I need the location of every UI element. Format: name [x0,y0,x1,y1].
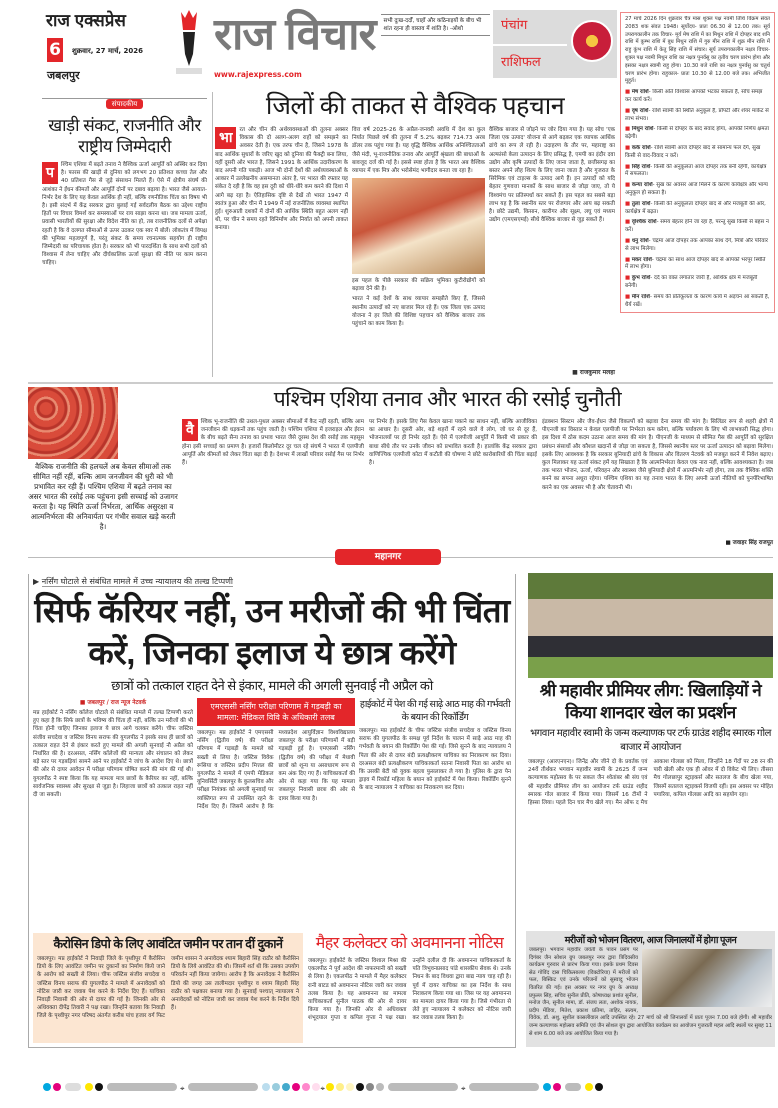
rashi-name: धनु राशि [631,237,649,244]
mahavir-headline: श्री महावीर प्रीमियर लीग: खिलाड़ियों ने किया शानदार खेल का प्रदर्शन [539,681,762,722]
editorial-dropcap: प [42,162,58,184]
rashi-item [625,145,770,161]
lead-photo-caption: इस पहल के पीछे सरकार की सक्रिय भूमिका कुटीरोद्योगों को बढ़ावा देने की है। [352,278,485,293]
bhojan-headline: मरीजों को भोजन वितरण, आज जिनालयों में होगा पूजन [564,935,737,946]
lead-col-1 [215,126,348,376]
section-title: राज विचार [214,10,376,59]
second-pullquote: वैश्विक राजनीति की हलचलें अब केवल सीमाओं तक सीमित नहीं रहीं, बल्कि आम जनजीवन की धुरी को भी प्रभावित कर रही हैं। पश्चिम एशिया में बढ़ते तनाव का असर भारत की रसोई तक पहुंचना इसी सच्चाई को उजागर करता है। यह स्थिति ऊर्जा निर्भरता, आर्थिक असुरक्षा व आत्मनिर्भरता की अनिवार्यता पर गंभीर सवाल खड़े करती है। [28,462,178,531]
rashi-text: - किसी से दोपहर के बाद संवाद होगा, आपकी निर्णय क्षमता बढ़ेगी। [625,126,769,141]
second-top-rule [28,382,773,384]
kerosene-body: जबलपुर। मप्र हाईकोर्ट ने निवाड़ी जिले के पृथ्वीपुर में कैरोसिन डिपो के लिए आवंटित जमीन पर दुकानों का निर्माण किये जाने के आरोप को सख्ती से लिया। चीफ जस्टिस संजीव सचदेवा व जस्टिस विनय सराफ की युगलपीठ ने मामले में अनावेदकों को नोटिस जारी कर जवाब पेश करने के निर्देश दिए हैं। याचिका निवाड़ी निवासी की ओर से दायर की गई है। जिनकी ओर से अधिवक्ता दीपेंद्र तिवारी ने पक्ष रखा। जिन्होंने बताया कि निवाड़ी जिले के पृथ्वीपुर नगर परिषद अंतर्गत करीब पांच हजार वर्ग फिट जमीन शासन ने अनावेदक श्याम बिहारी सिंह राठौर को कैरोसिन डिपो के लिये आवंटित की थी। जिसमें शर्त थी कि उसका उपयोग परिवर्तन नहीं किया जायेगा। आरोप है कि अनावेदक ने कैरोसिन डिपो की जगह उस तालीमदार पृथ्वीपुर व श्याम बिहारी सिंह राठौर को पक्षकार बनाया गया है। सुनवाई पश्चात् न्यायालय ने अनावेदकों को नोटिस जारी कर जवाब पेश करने के निर्देश दिये हैं। [37,956,299,1020]
rashi-text: - चंद्रमा आज दोपहर तक आपका साथ देंगे, मित्रों और परिवार से लाभ मिलेगा। [625,237,768,252]
nursing-columns [33,698,511,928]
bullet-icon: ■ [625,107,632,114]
second-story [122,386,773,546]
nursing-col-2-wrap [197,698,355,928]
bullet-icon: ■ [625,237,632,244]
rashi-text: - सुख का अवसर आज मिलने के कारण कार्यक्षेत्र और भाग्य अनुकूल हो सकता है। [625,182,768,196]
issue-date: शुक्रवार, 27 मार्च, 2026 [72,47,144,55]
bhojan-body: जबलपुर। भगवान महावीर जयंती के पावन प्रसंग पर दिगंबर जैन सोशल ग्रुप जबलपुर नगर द्वारा त्रिदिवसीय कार्यक्रम गुरुवार से प्रारंभ किया गया। इसके प्रथम दिवस सेठ गोविंद दास चिकित्सालय (विक्टोरिया) में मरीजों को फल, बिस्किट एवं उनके परिजनों को सुस्वादु भोजन वितरित की गई। इस अवसर पर नगर ग्रुप के अध्यक्ष प्रफुल्ल सिंह, सचिव सुनील प्रीति, कोषाध्यक्ष प्रशांत सुनील, मनोज जैन, सुनील मामा, डॉ. संजय लता, अशोक नायक, प्रदीप मेंडिया, मितेश, प्रकाश प्रतिमा, ताहिर, सत्यम, विवेक, डॉ. अशु, सुशील कासलीवाल आदि उपस्थित रहे। 27 मार्च को श्री जिनालयों में प्रातः पूजन 7.00 बजे होगी। श्री महावीर जन्म कल्याणक महोत्सव समिति एवं जैन सोशल ग्रुप द्वारा आयोजित कार्यक्रम का आयोजन गुजराती महल आदि स्थलों पर सुबह 11 से शाम 6.00 बजे तक आयोजित किया गया है। [529,947,772,1037]
mahavir-story [526,573,775,1047]
lead-photo [352,178,485,274]
section-label: महानगर [335,549,441,565]
second-col-3-wrap [542,418,773,546]
lead-col-2: वित्त वर्ष 2025-26 के अप्रैल-जनवरी अवधि में देश का कुल निर्यात पिछले वर्ष की तुलना में 5.2% बढ़कर 714.73 अरब डॉलर तक पहुंच गया है। यह वृद्धि वैश्विक आर्थिक अनिश्चितताओं जैसे मंदी, भू-राजनीतिक तनाव और आपूर्ति श्रृंखला की बाधाओं के बावजूद दर्ज की गई है। इससे स्पष्ट होता है कि भारत अब वैश्विक व्यापार में एक मित्र और भरोसेमंद भागीदार बनता जा रहा है। [352,127,485,175]
rashi-item [625,201,770,217]
rashi-item [625,219,770,235]
editorial-headline: खाड़ी संकट, राजनीति और राष्ट्रीय जिम्मेदारी [48,116,201,156]
page-number: 6 [47,38,63,62]
rashi-text: - समय बेहतर होने जा रहा है, परन्तु सुख किसी से बहस न करें। [625,219,769,234]
rashi-text: - किसी की अनुकूलता आज दोपहर तक बनी रहेगी, कार्यक्षेत्र में सफलता। [625,163,767,178]
bullet-icon: ■ [625,144,632,151]
rashi-name: मीन राशि [631,293,650,300]
rashi-text: - राशि स्वामी आज दोपहर बाद से सामान्य फल देंगे, सुख किसी से वाद-विवाद न करें। [625,144,761,159]
rashi-name: तुला राशि [631,200,651,207]
kerosene-box [33,933,303,1043]
rashi-name: मिथुन राशि [631,126,654,133]
rashi-item [625,275,770,291]
nursing-col-1: मप्र हाईकोर्ट ने नर्सिंग कॉलेज घोटाले से संबंधित मामले में तल्ख टिप्पणी करते हुए कहा है कि सिर्फ छात्रों के भविष्य की चिंता ही नहीं, बल्कि उन मरीजों की भी चिंता होनी चाहिए जिनका इलाज ये छात्र आगे चलकर करेंगे। चीफ जस्टिस संजीव सचदेवा व जस्टिस विनय सराफ की युगलपीठ ने इसके साथ ही छात्रों को तत्काल राहत देने से इंकार करते हुए मामले की अगली सुनवाई नौ अप्रैल को निर्धारित की है। दरअसल, नर्सिंग कॉलेजों की मान्यता और संचालन को लेकर बड़े स्तर पर गड़बड़ियां सामने आने पर हाईकोर्ट ने जांच के आदेश दिए थे। छात्रों की ओर से दायर आवेदन में परीक्षा परिणाम घोषित करने की मांग की गई थी। युगलपीठ ने स्पष्ट किया कि यह मामला मात्र छात्रों के कैरियर का नहीं, बल्कि सार्वजनिक स्वास्थ्य और सुरक्षा से जुड़ा है। लिहाजा छात्रों को तत्काल राहत नहीं दी जा सकती। [33,710,193,799]
nursing-kicker-text: नर्सिंग घोटाले से संबंधित मामले में उच्च न्यायालय की तल्ख टिप्पणी [41,577,233,586]
rashi-text: - दर्द का वक्त लगातार जारी है, आर्थिक क्षेत्र में मजबूती बनेगी। [625,275,758,289]
bhojan-box [526,931,775,1047]
panchang-divider [493,44,567,46]
mahavir-subhead: भगवान महावीर स्वामी के जन्म कल्याणक पर टर्फ ग्राउंड शहीद स्मारक गोल बाजार में आयोजन [530,728,771,753]
editorial [42,91,207,379]
lead-col-1-text: रत और चीन की अर्थव्यवस्थाओं की तुलना अक्सर विकास की दो अलग-अलग राहों को समझने का अवसर देती है। एक तरफ चीन है, जिसने 1978 के बाद आर्थिक सुधारों के जरिए खुद को दुनिया की फैक्ट्री बना लिया, वहीं दूसरी ओर भारत है, जिसने 1991 के आर्थिक उदारीकरण के बाद अपनी गति पकड़ी। आज भी दोनों देशों की अर्थव्यवस्थाओं के आकार में उल्लेखनीय असमानता अंतर है, पर भारत की रफ्तार यह संकेत दे रही है कि वह इस दूरी को धीरे-धीरे कम करने की दिशा में आगे बढ़ रहा है। ऐतिहासिक दृष्टि से देखें तो भारत 1947 में स्वतंत्र हुआ और चीन में 1949 में नई राजनीतिक व्यवस्था स्थापित हुई। शुरुआती दशकों में दोनों की आर्थिक स्थिति बहुत अलग नहीं थी, पर चीन ने समय रहते विनिर्माण और निर्यात को अपनी ताकत बनाया। [215,127,348,232]
rashi-name: वृष राशि [631,107,649,114]
rashi-item [625,257,770,273]
lead-col-3-wrap [489,126,615,376]
bullet-icon: ■ [625,163,632,170]
cricket-team-photo [528,573,773,678]
rashi-item [625,238,770,254]
brand-name: राज एक्सप्रेस [46,11,126,30]
editorial-label: संपादकीय [106,99,144,109]
rashi-name: मकर राशि [631,256,652,263]
editorial-text: श्चिम एशिया में बढ़ते तनाव ने वैश्विक ऊर्जा आपूर्ति को अस्थिर कर दिया है। फारस की खाड़ी से दुनिया को लगभग 20 प्रतिशत कच्चा तेल और 40 प्रतिशत गैस से जुड़े संसाधन मिलते हैं। ऐसे में क्षेत्रीय संघर्ष की आशंका ने ईंधन कीमतों और आपूर्ति दोनों पर दबाव बढ़ाया है। भारत जैसे आयात-निर्भर देश के लिए यह केवल आर्थिक ही नहीं, बल्कि रणनीतिक चिंता का विषय भी है। इसी संदर्भ में केंद्र सरकार द्वारा बुलाई गई सर्वदलीय बैठक का उद्देश्य राष्ट्रीय हितों पर विचार विमर्श कर समस्याओं पर राय साझा करना था। जब मामला ऊर्जा, प्रवासी भारतीयों की सुरक्षा और विदेश नीति का हो, तब राजनीतिक दलों से अपेक्षा रहती है कि वे दलगत सीमाओं से ऊपर उठकर एक स्वर में बोलें। लोकतंत्र में विपक्ष की भूमिका महत्वपूर्ण है, परंतु संकट के समय रचनात्मक सहयोग ही राष्ट्रीय जिम्मेदारी का परिचायक होता है। सरकार को भी पारदर्शिता के साथ सभी दलों को विश्वास में लेना चाहिए और दीर्घकालिक ऊर्जा सुरक्षा की नीति पर काम करना चाहिए। [42,162,207,267]
nursing-box [28,574,516,1048]
rashi-item [625,126,770,142]
second-byline: ■ जवाहर सिंह राजपूत [725,540,773,546]
rashi-text: - समय की प्रतिकूलता के कारण कार्य में अड़चन आ सकती है, धैर्य रखें। [625,293,770,308]
panchang-text: 27 मार्च 2026 दिन शुक्रवार चैत्र मास शुक्ल पक्ष नवमी तिथि विक्रम संवत 2083 शक संवत 1948। सूर्योदय- प्रातः 06.30 से 12.00 तक। सूर्य उपरागकालीन तक विचार- मूर्य मेष राशि में का मिथुन राशि में दोपहर बाद शनि राशि में कुम्भ राशि में बुध मिथुन राशि में गुरु मीन राशि में शुक्र मीन राशि में राहु कुंभ राशि में केतु सिंह राशि में संचार। सूर्य उपरागकालीन नक्षत्र विचार- शुक्ल पक्ष नवमी मिथुन राशि का नक्षत्र पुनर्वसु का तृतीय चरण प्रारंभ होगा और इसका नक्षत्र स्वामी राहु होगा। 10.30 बजे राशि का नक्षत्र पुनर्वसु का चतुर्थ चरण प्रारंभ होगा। राहुकाल- प्रातः 10.30 से 12.00 बजे तक। अभिजीत मुहूर्त। [625,16,770,85]
rashi-item [625,182,770,198]
rashi-text: - राशि स्वामी की स्थिति अनुकूल है, प्रॉपर्टी और शेयर मार्केट से लाभ संभव। [625,107,769,122]
bullet-icon: ■ [625,256,632,263]
second-col-1 [182,418,364,546]
lead-columns [215,126,615,376]
second-col-1-text: श्विक भू-राजनीति की उथल-पुथल अक्सर सीमाओं में कैद नहीं रहती, बल्कि आम जनजीवन की धड़कनों तक पहुंच जाती है। पश्चिम एशिया में इजराइल और ईरान के बीच बढ़ते सैन्य तनाव का प्रभाव भारत जैसे दूरस्थ देश की रसोई तक महसूस होना इसी सच्चाई का प्रमाण है। हजारों किलोमीटर दूर चल रहे संघर्ष ने भारत में एलपीजी आपूर्ति और कीमतों को लेकर चिंता बढ़ा दी है। देशभर में लाखों परिवार रसोई गैस पर निर्भर हैं। [182,419,364,467]
title-block [214,8,375,88]
rashi-item [625,164,770,180]
rashi-name: वृश्चिक राशि [631,219,657,226]
second-col-2: पर निर्भर हैं। इसके लिए गैस केवल खाना पकाने का साधन नहीं, बल्कि आजीविका का आधार है। दूसरी ओर, बड़े शहरों में रहने वाले वे लोग, जो घर से दूर हैं, भोजनालयों पर ही निर्भर रहते हैं। ऐसे में एलपीजी आपूर्ति में किसी भी प्रकार की बाधा सीधे तौर पर उनके जीवन को प्रभावित करती है। हालांकि केंद्र सरकार द्वारा वाणिज्यिक एलपीजी कोटा में कटौती की घोषणा ने छोटे कारोबारियों की चिंता बढ़ाई है। [369,419,537,467]
rashi-name: कुंभ राशि [631,275,651,282]
panchang-column [620,12,775,313]
lead-byline: ■ राजकुमार मलहा [572,369,615,376]
zodiac-wheel-icon [571,20,613,62]
rashi-text: - किसी की अनुकूलता दोपहर बाद से और मजबूती की ओर, कार्यक्षेत्र में बढ़त। [625,200,766,215]
nursing-col-1-wrap [33,698,193,928]
bhojan-body-wrap [529,947,772,1044]
bullet-icon: ■ [625,200,632,207]
rashi-text: - चंद्रमा का साथ आज दोपहर बाद से आपको भरपूर स्थिति में लाभ होगा। [625,256,766,271]
lead-dropcap: भा [215,127,236,149]
bullet-icon: ■ [625,182,632,189]
rashi-name: कन्या राशि [631,182,653,189]
rashi-list [625,89,770,309]
editorial-body [42,161,207,379]
lead-col-2b: भारत ने कई देशों के साथ व्यापार समझौते किए हैं, जिससे स्थानीय उत्पादों को नए बाजार मिल रहे हैं। एक जिला एक उत्पाद योजना ने हर जिले की विशिष्ट पहचान को वैश्विक बाजार तक पहुंचाने का काम किया है। [352,296,485,328]
lead-col-2-wrap [352,126,485,376]
mehar-story [308,933,511,1043]
second-col-3: इंडक्शन सिस्टम और जैव-ईंधन जैसे विकल्पों को बढ़ावा देना समय की मांग है। सिलिंडर रूप से शहरी क्षेत्रों में पीएनजी का विस्तार न केवल एलपीजी पर निर्भरता कम करेगा, बल्कि पर्यावरण के लिए भी लाभकारी सिद्ध होगा। इस दिशा में ठोस कदम उठाना आज समय की मांग है। पीएनजी के माध्यम से सीमित गैस की आपूर्ति को सुरक्षित प्रबंधन संसाधों और कौशल खदानों से जोड़ा जा सकता है, जिससे स्थानीय स्तर पर ऊर्जा उत्पादन को बढ़ावा मिलेगा। इसके लिए आवश्यक है कि सरकार बुनियादी ढांचे के विकास और वितरण नेटवर्क को मजबूत करने में निवेश बढ़ाए। कुल मिलाकर यह ऊर्जा संकट हमें यह सिखाता है कि आत्मनिर्भरता केवल एक नारा नहीं, बल्कि आवश्यकता है। जब तक भारत भोजन, ऊर्जा, परिवहन और स्वास्थ्य जैसे बुनियादी क्षेत्रों में आत्मनिर्भर नहीं होगा, तब तक वैश्विक शक्ति बनने का सपना अधूरा रहेगा। पश्चिम एशिया का यह तनाव भारत के लिए अपनी ऊर्जा नीतियों को पुनर्परिभाषित करने का एक अवसर भी है और चेतावनी भी। [542,419,773,491]
pen-logo-icon [170,8,208,74]
nursing-headline: सिर्फ कॅरियर नहीं, उन मरीजों की भी चिंता करें, जिनका इलाज ये छात्र करेंगे [34,592,510,671]
nursing-kicker [33,576,511,587]
edition-city: जबलपुर [47,70,80,82]
bullet-icon: ■ [625,293,632,300]
nursing-box-title: एमएससी नर्सिंग परीक्षा परिणाम में गड़बड़ी का मामला: मेडिकल विवि के अधिकारी तलब [197,698,355,726]
bullet-icon: ■ [625,126,632,133]
lead-headline: जिलों की ताकत से वैश्विक पहचान [265,92,565,120]
lead-story [215,90,615,376]
column-divider [212,92,213,377]
rashifal-label: राशिफल [501,55,541,70]
story3-headline: हाईकोर्ट में पेश की गई साढ़े आठ माह की गर्भवती के बयान की रिकॉर्डिंग [359,699,511,723]
nursing-byline: ■ जबलपुर / राज न्यूज नेटवर्क [79,700,147,706]
story3-body: जबलपुर। मप्र हाईकोर्ट के चीफ जस्टिस संजीव सचदेवा व जस्टिस विनय सराफ की युगलपीठ के समक्ष पूर्व निर्देश के पालन में साढ़े आठ माह की गर्भवती के बयान की रिकॉर्डिंग पेश की गई। जिसे सुनने के बाद न्यायालय ने पिता की ओर से दायर बंदी प्रत्यक्षीकरण याचिका का निराकरण कर दिया। दरअसल बंदी प्रत्यक्षीकरण याचिकाकर्ता सतना निवासी पिता का आरोप था कि उसकी बेटी को युवक बहला फुसलाकर ले गया है। पुलिस के द्वारा पेन ड्राइव में रिकॉर्ड महिला के बयान को हाईकोर्ट में पेश किया। रिकॉर्डिंग सुनने के बाद न्यायालय ने याचिका का निराकरण कर दिया। [359,728,511,792]
second-dropcap: वै [182,419,198,441]
story3 [359,698,511,928]
gas-cylinders-photo [28,387,118,459]
print-registration-strip: ⌖ ⌖ ⌖ [42,1076,742,1088]
mehar-headline: मैहर कलेक्टर को अवमानना नोटिस [315,935,504,952]
nursing-subhead: छात्रों को तत्काल राहत देने से इंकार, मामले की अगली सुनवाई नौ अप्रैल को [111,678,433,693]
masthead [46,8,490,88]
bullet-icon: ■ [625,89,632,96]
rashi-name: कर्क राशि [631,144,651,151]
rashi-item [625,108,770,124]
play-arrow-icon: ▶ [33,577,42,586]
editorial-label-wrap [42,91,207,110]
rashi-name: सिंह राशि [631,163,651,170]
rashi-name: मेष राशि [631,89,649,96]
lead-col-3: वैश्विक बाजार से जोड़ने पर जोर दिया गया है। यह सोच 'एक जिला एक उत्पाद' योजना से आगे बढ़कर एक व्यापक आर्थिक ढांचे का रूप ले रही है। उदाहरण के तौर पर, महाराष्ट्र का अल्फांसो केला उत्पादन के लिए प्रसिद्ध है, एमपी का इंदौर दवा उद्योग और कृषि उत्पादों के लिए जाना जाता है, छत्तीसगढ़ का बस्तर अपने लौह शिल्प के लिए जाना जाता है और गुजरात के सिरेमिक एवं टाइल्स के उत्पाद आगे हैं। इन उत्पादों को यदि बेहतर गुणवत्ता मानकों के साथ बाजार से जोड़ा जाए, तो ये विश्वमंच पर प्रतिस्पर्धा कर सकते हैं। इस पहल का सबसे बड़ा लाभ यह है कि स्थानीय स्तर पर रोजगार और आय बढ़ सकती है। छोटे उद्यमी, किसान, कारीगर और सूक्ष्म, लघु एवं मध्यम उद्योग (एमएसएमई) सीधे वैश्विक बाजार से जुड़ सकते हैं। [489,127,615,224]
nursing-col-2: जबलपुर। मप्र हाईकोर्ट ने एमएससी नर्सिंग (द्वितीय वर्ष) की परीक्षा परिणाम में गड़बड़ी के मामले को सख्ती से लिया है। जस्टिस विवेक रूसिया व जस्टिस प्रदीप मित्तल की युगलपीठ ने मामले में एमपी मेडिकल यूनिवर्सिटी जबलपुर के कुलसचिव और परीक्षा नियंत्रक को अगली सुनवाई पर व्यक्तिगत रूप से उपस्थित रहने के निर्देश दिए हैं। जिसमें आरोप है कि मध्यप्रदेश आयुर्विज्ञान विश्वविद्यालय जबलपुर के परीक्षा परिणामों में बड़ी गड़बड़ी हुई है। एमएससी नर्सिंग (द्वितीय वर्ष) की परीक्षा में मेधावी छात्रों को शून्य या असाधारण रूप से कम अंक दिए गए हैं। याचिकाकर्ता की ओर से कहा गया कि यह मामला जबलपुर निवासी छात्रा की ओर से दायर किया गया है। [197,730,355,810]
kerosene-headline: कैरोसिन डिपो के लिए आवंटित जमीन पर तान दीं दुकानें [53,937,283,951]
mehar-body: जबलपुर। हाईकोर्ट के जस्टिस विशाल मिश्रा की एकलपीठ ने पूर्व आदेश की नाफरमानी को सख्ती से लिया है। एकलपीठ ने मामले में मैहर कलेक्टर रानी बाटड को अवमानना नोटिस जारी कर जवाब तलब किया है। यह अवमानना का मामला याचिकाकर्ता सुनील पाठक की ओर से दायर किया गया है। जिनकी ओर से अधिवक्ता शंभूदयाल गुप्ता व कपिल गुप्ता ने पक्ष रखा। उन्होंने दलील दी कि अवमानना याचिकाकर्ता के पति त्रिभुवनप्रसाद पांडे शासकीय सेवक थे। उनके निधन के बाद विधवा द्वारा बाद्य न्याय चाह रही है। पूर्व में दायर याचिका का इस निर्देश के साथ निराकरण किया गया था। जिस पर यह अवमानना का मामला दायर किया गया है। जिसे गंभीरता से लेते हुए न्यायालय ने कलेक्टर को नोटिस जारी कर जवाब तलब किया है। [308,958,511,1022]
second-columns [122,418,773,546]
rashi-item [625,89,770,105]
rashi-text: - किसी अति विश्वास आपको भटका सकता है, सोच समझ कर कार्य करें। [625,89,763,103]
bullet-icon: ■ [625,275,632,282]
masthead-left [46,8,164,88]
website-link[interactable]: www.rajexpress.com [214,70,302,79]
food-distribution-photo [642,949,772,1007]
second-headline: पश्चिम एशिया तनाव और भारत की रसोई चुनौती [273,388,622,411]
panchang-label: पंचांग [501,18,528,33]
mahavir-body: जबलपुर (आरएनएन)। जिनेंद्र और जीने दो के प्रवर्तक एवं 24वें तीर्थंकर भगवान महावीर स्वामी के 2625 वें जन्म कल्याणक महोत्सव के पर सकल जैन श्वेतांबर श्री संघ एवं श्री महावीर प्रीमियर लीग का आयोजन टर्फ ग्राउंड शहीद स्मारक गोल बाजार में किया गया। जिसमें 16 टीमों ने हिस्सा लिया। पहले दिन चार मैच खेले गए। मैन ऑफ द मैच आकाश गोलछा को मिला, जिन्होंने 18 गेंदों पर 28 रन की पारी खेली और एक ही ओवर में दो विकेट भी लिए। तीसरा मैच गोलछापुर स्ट्राइकर्स और सतलज के बीच खेला गया, जिसमें सतलज स्ट्राइकर्स विजयी रहीं। इस अवसर पर मोहित पगारिया, कपिल गोलछा आदि का सहयोग रहा। [528,759,773,807]
bullet-icon: ■ [625,219,632,226]
panchang-banner [493,10,617,78]
rashi-item [625,294,770,310]
quote-box: सभी दुःख-दर्दों, चाहों और कठिनाइयों के बीच भी शांत रहना ही वास्तव में शांति है। -ओशो [381,14,490,36]
nursing-bottom-row [33,933,511,1043]
